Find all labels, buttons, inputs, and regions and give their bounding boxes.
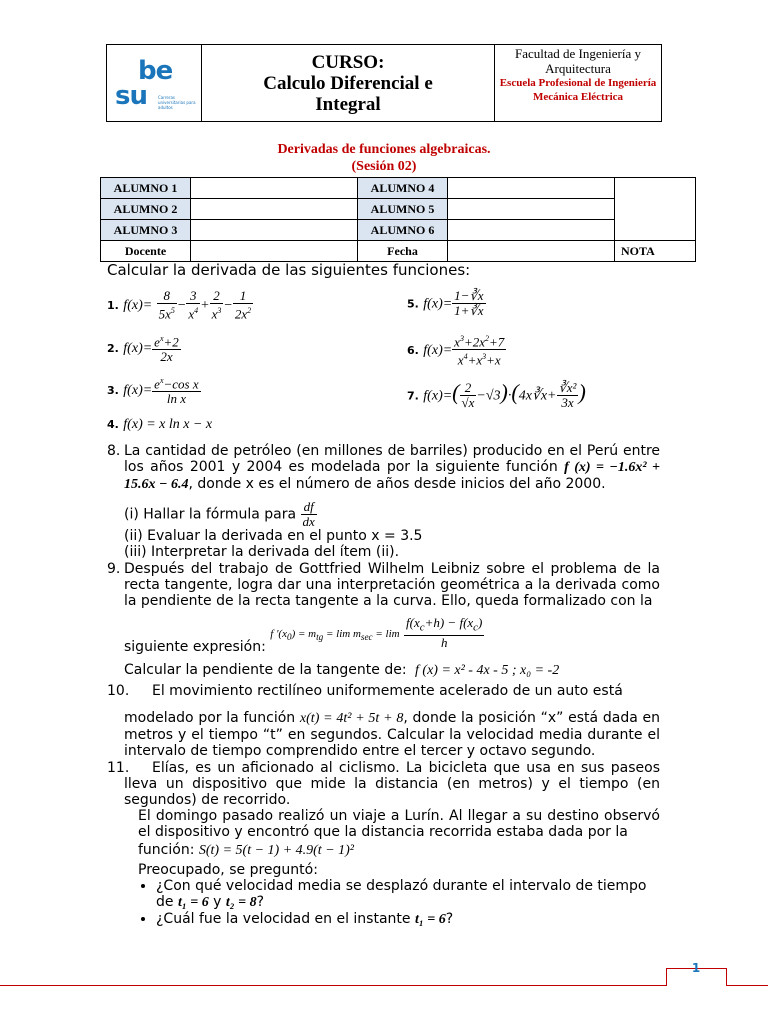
distance-function: S(t) = 5(t − 1) + 4.9(t − 1)²	[198, 843, 355, 858]
problem-8-number: 8.	[107, 443, 121, 459]
footer-line-left	[0, 985, 666, 986]
course-line2: Calculo Diferencial e	[263, 73, 433, 94]
problem-11-text3: Preocupado, se preguntó:	[138, 862, 318, 878]
calc-text: Calcular la pendiente de la tangente de:	[124, 662, 407, 678]
course-line1: CURSO:	[311, 52, 385, 73]
exercise-4-function: f(x) = x ln x − x	[123, 417, 213, 432]
problem-11-text1: Elías, es un aficionado al ciclismo. La bicicleta que usa en sus paseos lleva un dispositivo que mide la distancia (en metros) y el tiempo (en segundos) de recorrido.	[124, 760, 660, 808]
label-alumno-6: ALUMNO 6	[358, 220, 448, 241]
grade-field[interactable]	[615, 178, 696, 241]
field-alumno-2[interactable]	[191, 199, 358, 220]
problem-8-body-2: , donde x es el número de años desde inicios del año 2000.	[188, 476, 606, 492]
problem-9-expression: siguiente expresión: f '$(x_0) = m_{tg} = \lim m_{sec} = \lim$ $\frac{f(x_c+h) - f(x_c)}{h}$	[124, 615, 483, 655]
field-alumno-3[interactable]	[191, 220, 358, 241]
exercise-number: 2.	[107, 342, 119, 356]
problem-11-function	[138, 842, 354, 859]
field-fecha[interactable]	[448, 241, 615, 262]
q2-t1: t₁ = 6	[414, 912, 446, 927]
problem-10-line1: El movimiento rectilíneo uniformemente acelerado de un auto está	[152, 683, 623, 699]
exercise-7: 7. f(x)=( $\frac{2}{√x}$ −√3)·(4x∛x+ $\frac{\text{∛x²}}{3x}$ )	[407, 379, 586, 410]
calc-function: f (x) = x² - 4x - 5 ; x₀ = -2	[415, 663, 560, 678]
problem-8-text	[124, 443, 660, 493]
exercise-5: 5. f(x)= $\frac{1-∛x}{1+∛x}$	[407, 288, 484, 318]
footer-tab-right	[726, 968, 727, 986]
label-docente: Docente	[101, 241, 191, 262]
problem-10-body-2: , donde la posición “x” está dada en metros y el tiempo “t” en segundos. Calcular la velocidad media durante el intervalo de tiempo comprendido entre el tercer y octavo segundo.	[124, 710, 660, 759]
exercise-number: 5.	[407, 297, 419, 311]
exercise-2: 2. f(x)= $\frac{e^x+2}{2x}$	[107, 334, 179, 365]
label-alumno-2: ALUMNO 2	[101, 199, 191, 220]
exercise-3: 3. f(x)= $\frac{e^x-\cos x}{\text{ln x}}$	[107, 376, 199, 407]
faculty-name: Facultad de Ingeniería y Arquitectura	[515, 46, 641, 76]
field-alumno-6[interactable]	[448, 220, 615, 241]
question-2	[156, 911, 660, 928]
problem-11-questions	[138, 878, 660, 928]
problem-8-part-iii: (iii) Interpretar la derivada del ítem (ii).	[124, 544, 400, 560]
field-docente[interactable]	[191, 241, 358, 262]
problem-11-number: 11.	[107, 760, 130, 776]
problem-9-number: 9.	[107, 561, 121, 577]
problem-8-body: La cantidad de petróleo (en millones de barriles) producido en el Perú entre los años 2001 y 2004 es modelada por la siguiente función	[124, 443, 660, 475]
problem-8-function: f (x) = −1.6x² + 15.6x − 6.4	[124, 460, 661, 492]
q2-text: ¿Cuál fue la velocidad en el instante	[156, 911, 411, 927]
exercise-number: 3.	[107, 384, 119, 398]
session-label: (Sesión 02)	[351, 159, 417, 174]
label-alumno-5: ALUMNO 5	[358, 199, 448, 220]
expression-label: siguiente expresión:	[124, 638, 266, 655]
course-line3: Integral	[315, 94, 381, 115]
exercise-1: 1. f(x)= $\frac{8}{5x^5}$ − $\frac{3}{x^4}$ + $\frac{2}{x^3}$ − $\frac{1}{2x^2}$	[107, 288, 252, 322]
exercise-number: 6.	[407, 343, 419, 357]
problem-9-text: Después del trabajo de Gottfried Wilhelm Leibniz sobre el problema de la recta tangente, logra dar una interpretación geométrica a la derivada como la pendiente de la recta tangente a la curva. Ello, queda formalizado con la	[124, 561, 660, 609]
part-i-text: (i) Hallar la fórmula para	[124, 506, 297, 523]
students-table	[100, 177, 696, 262]
exercise-number: 7.	[407, 389, 419, 403]
course-title	[202, 45, 495, 121]
label-alumno-4: ALUMNO 4	[358, 178, 448, 199]
problem-8-part-ii: (ii) Evaluar la derivada en el punto x = 3.5	[124, 528, 423, 544]
field-alumno-4[interactable]	[448, 178, 615, 199]
question-1	[156, 878, 660, 911]
function-label: función:	[138, 842, 195, 858]
q1-t2: t₂ = 8	[225, 895, 257, 910]
label-alumno-3: ALUMNO 3	[101, 220, 191, 241]
q1-text: ¿Con qué velocidad media se desplazó durante el intervalo de tiempo de	[156, 878, 647, 910]
field-alumno-5[interactable]	[448, 199, 615, 220]
problem-11-text2: El domingo pasado realizó un viaje a Lurín. Al llegar a su destino observó el dispositivo y encontró que la distancia recorrida estaba dada por la	[138, 808, 660, 840]
label-alumno-1: ALUMNO 1	[101, 178, 191, 199]
field-alumno-1[interactable]	[191, 178, 358, 199]
page-number: 1	[691, 961, 701, 975]
faculty-box	[495, 45, 661, 121]
exercise-number: 1.	[107, 299, 119, 313]
problem-8-part-i: (i) Hallar la fórmula para $\frac{df}{dx}$	[124, 499, 315, 529]
label-nota: NOTA	[615, 241, 696, 262]
exercise-4	[107, 416, 212, 433]
footer-line-right	[726, 985, 768, 986]
school-name: Escuela Profesional de Ingeniería Mecánica Eléctrica	[499, 77, 657, 103]
logo-tagline: Carreras universitarias para adultos	[158, 95, 196, 110]
problem-10-text	[124, 710, 660, 759]
header-box	[106, 44, 662, 122]
q1-t1: t₁ = 6	[177, 895, 209, 910]
exercise-number: 4.	[107, 418, 119, 431]
problem-10-number: 10.	[107, 683, 130, 699]
logo-su: su	[115, 81, 147, 111]
label-fecha: Fecha	[358, 241, 448, 262]
q1-and: y	[213, 894, 222, 910]
problem-10-body: modelado por la función	[124, 710, 296, 726]
q1-end: ?	[256, 894, 265, 910]
problem-10-function: x(t) = 4t² + 5t + 8	[299, 711, 404, 726]
exercise-6: 6. f(x)= $\frac{x^3+2x^2+7}{x^4+x^3+x}$	[407, 334, 505, 368]
q2-end: ?	[445, 911, 454, 927]
sube-logo	[107, 45, 202, 121]
document-title: Derivadas de funciones algebraicas.	[277, 142, 491, 157]
instructions: Calcular la derivada de las siguientes funciones:	[107, 261, 471, 279]
logo-be: be	[138, 56, 173, 86]
problem-9-calc	[124, 662, 559, 679]
